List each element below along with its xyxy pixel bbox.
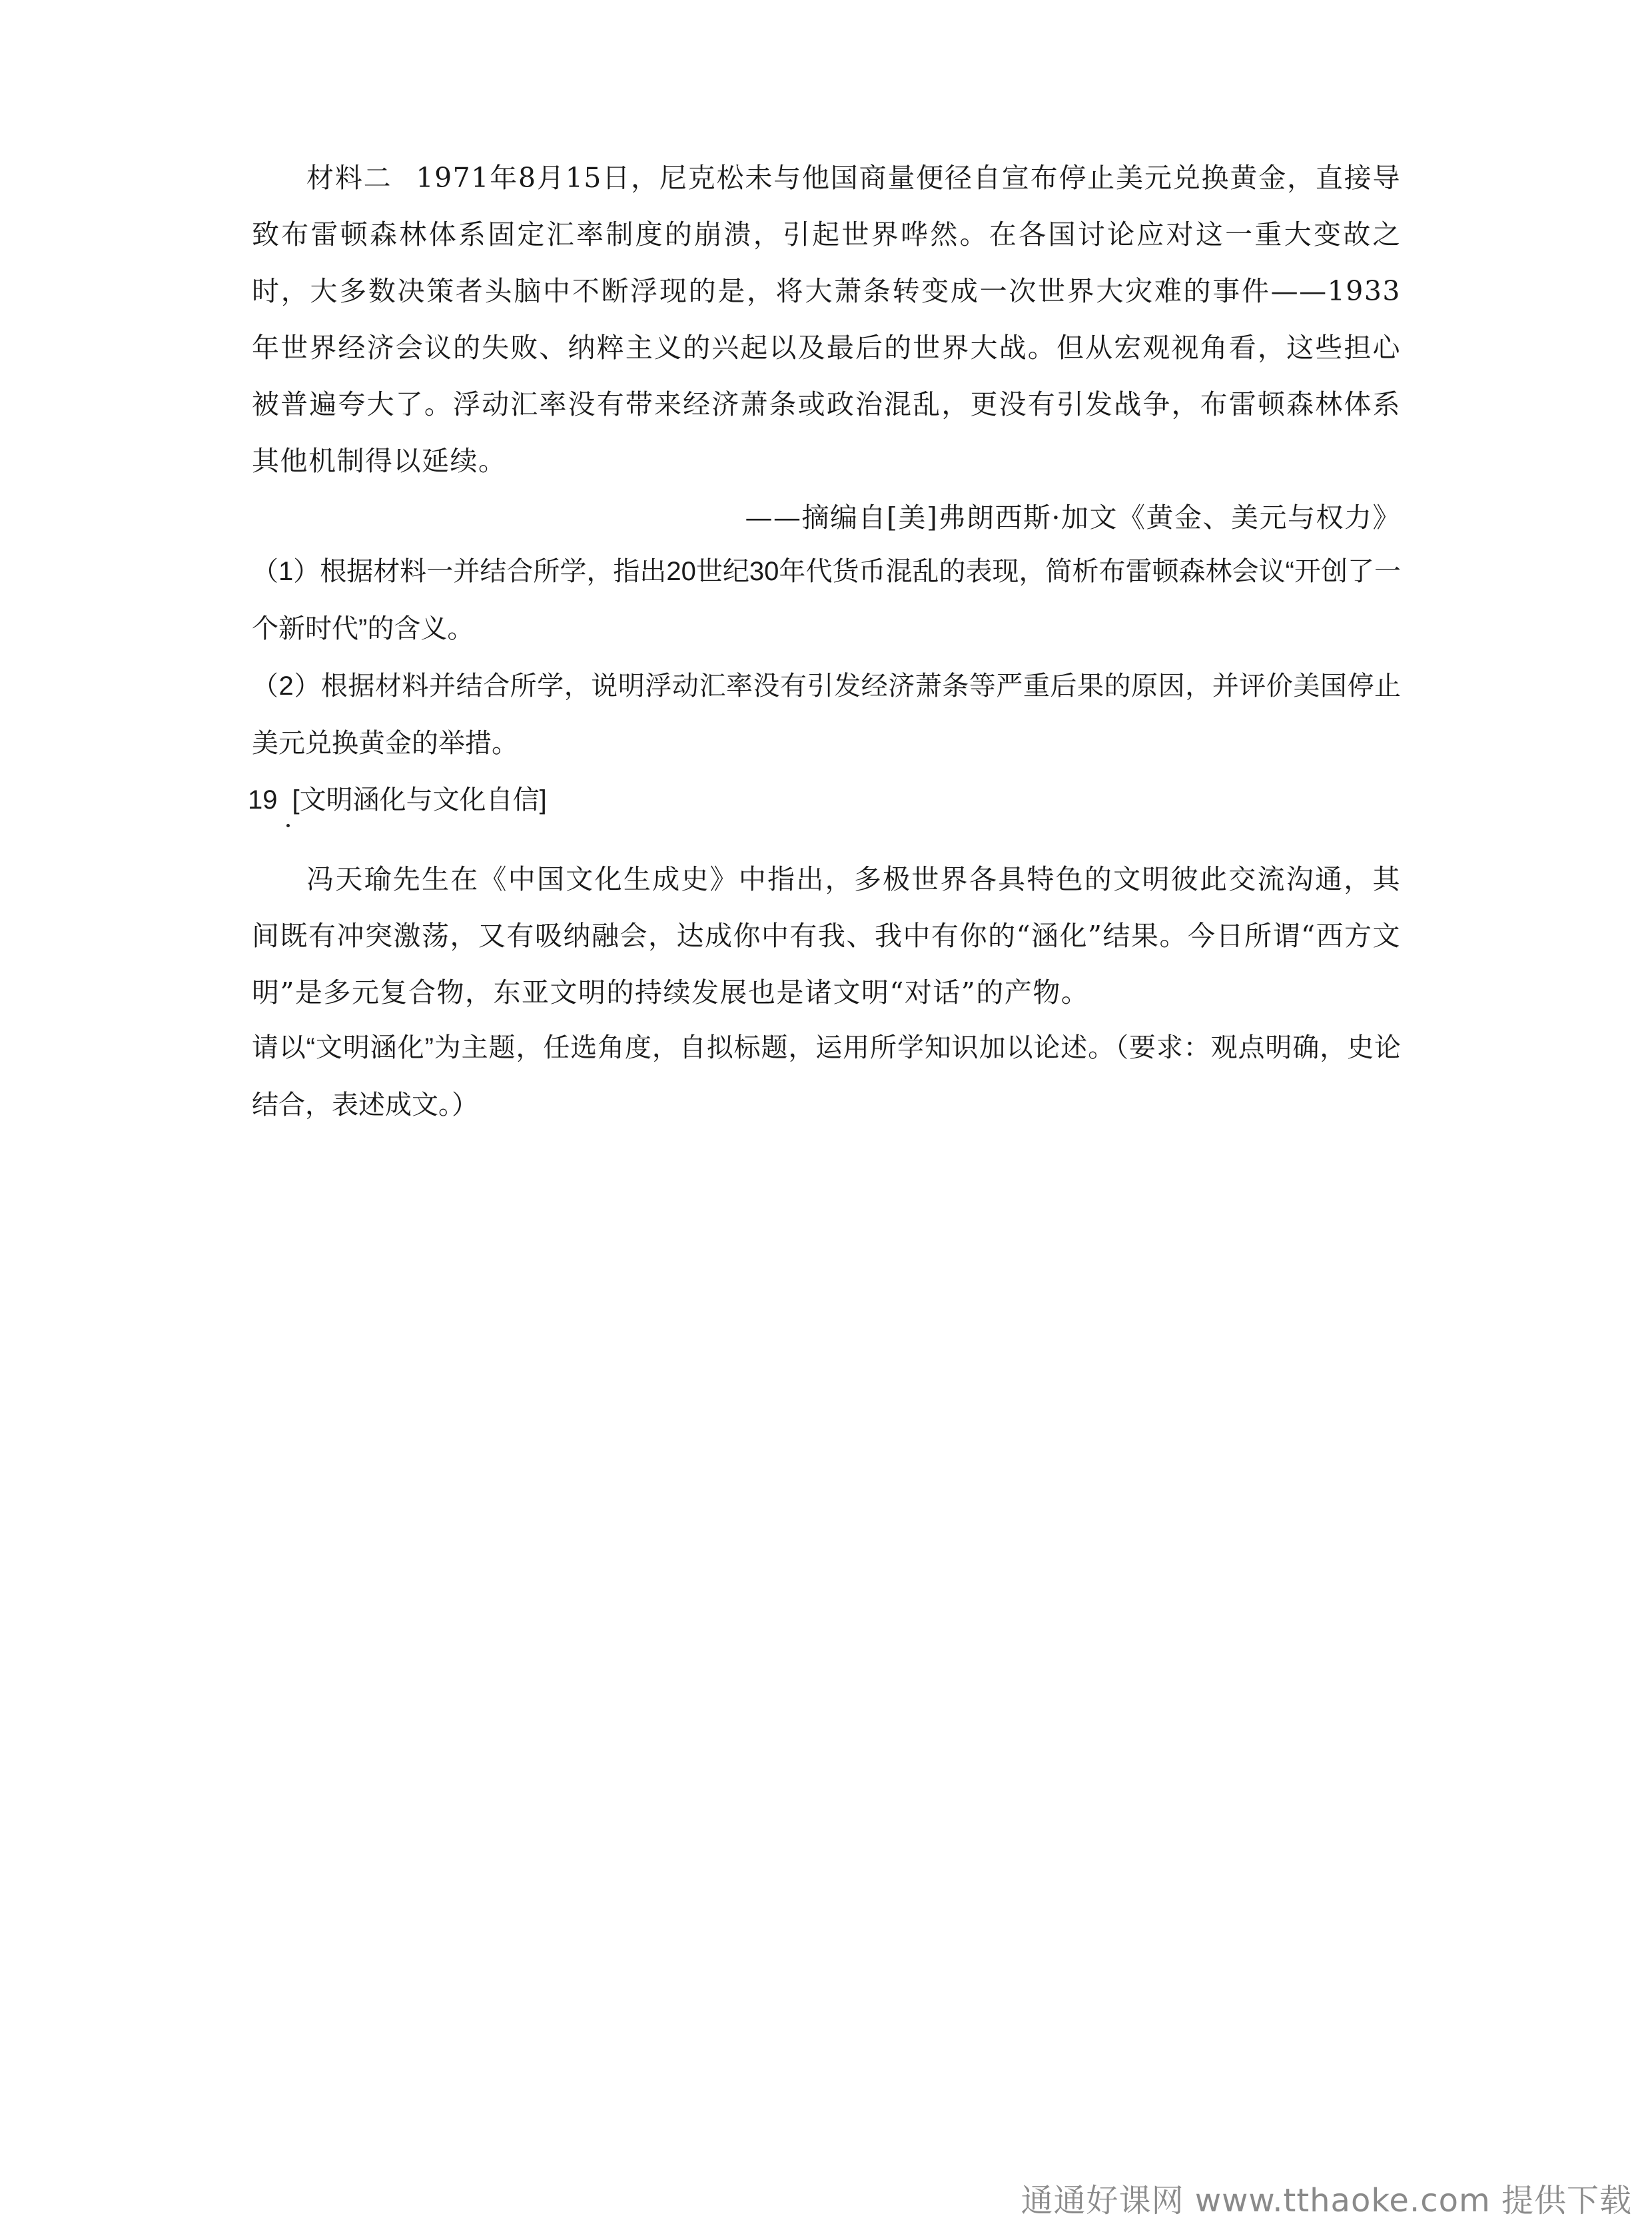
question-19-task-text: 请以“文明涵化”为主题，任选角度，自拟标题，运用所学知识加以论述。（要求：观点明确，史论结合，表述成文。）	[252, 1033, 1401, 1120]
material-two-section	[252, 150, 1401, 546]
material-two-label: 材料二	[306, 162, 392, 194]
question-19-material-text: 冯天瑜先生在《中国文化生成史》中指出，多极世界各具特色的文明彼此交流沟通，其间既有冲突激荡，又有吸纳融会，达成你中有我、我中有你的“涵化”结果。今日所谓“西方文明”是多元复合物，东亚文明的持续发展也是诸文明“对话”的产物。	[252, 863, 1401, 1008]
stray-dot	[286, 824, 290, 827]
question-19-number: 19	[248, 785, 278, 815]
question-19-heading	[248, 771, 547, 829]
question-19-task	[252, 1019, 1401, 1134]
material-two-text: 1971年8月15日，尼克松未与他国商量便径自宣布停止美元兑换黄金，直接导致布雷顿森林体系固定汇率制度的崩溃，引起世界哗然。在各国讨论应对这一重大变故之时，大多数决策者头脑中不断浮现的是，将大萧条转变成一次世界大灾难的事件——1933年世界经济会议的失败、纳粹主义的兴起以及最后的世界大战。但从宏观视角看，这些担心被普遍夸大了。浮动汇率没有带来经济萧条或政治混乱，更没有引发战争，布雷顿森林体系其他机制得以延续。	[252, 162, 1401, 477]
question-1: （1）根据材料一并结合所学，指出20世纪30年代货币混乱的表现，简析布雷顿森林会议“开创了一个新时代”的含义。	[252, 557, 1401, 643]
questions-section	[252, 543, 1401, 772]
material-two-source: ——摘编自[美]弗朗西斯·加文《黄金、美元与权力》	[745, 502, 1401, 534]
footer-watermark: 通通好课网 www.tthaoke.com 提供下载	[1021, 2182, 1632, 2219]
question-19-material	[252, 851, 1401, 1021]
material-two-paragraph	[252, 150, 1401, 490]
question-19-title: [文明涵化与文化自信]	[292, 785, 547, 815]
question-2: （2）根据材料并结合所学，说明浮动汇率没有引发经济萧条等严重后果的原因，并评价美国停止美元兑换黄金的举措。	[252, 671, 1401, 758]
